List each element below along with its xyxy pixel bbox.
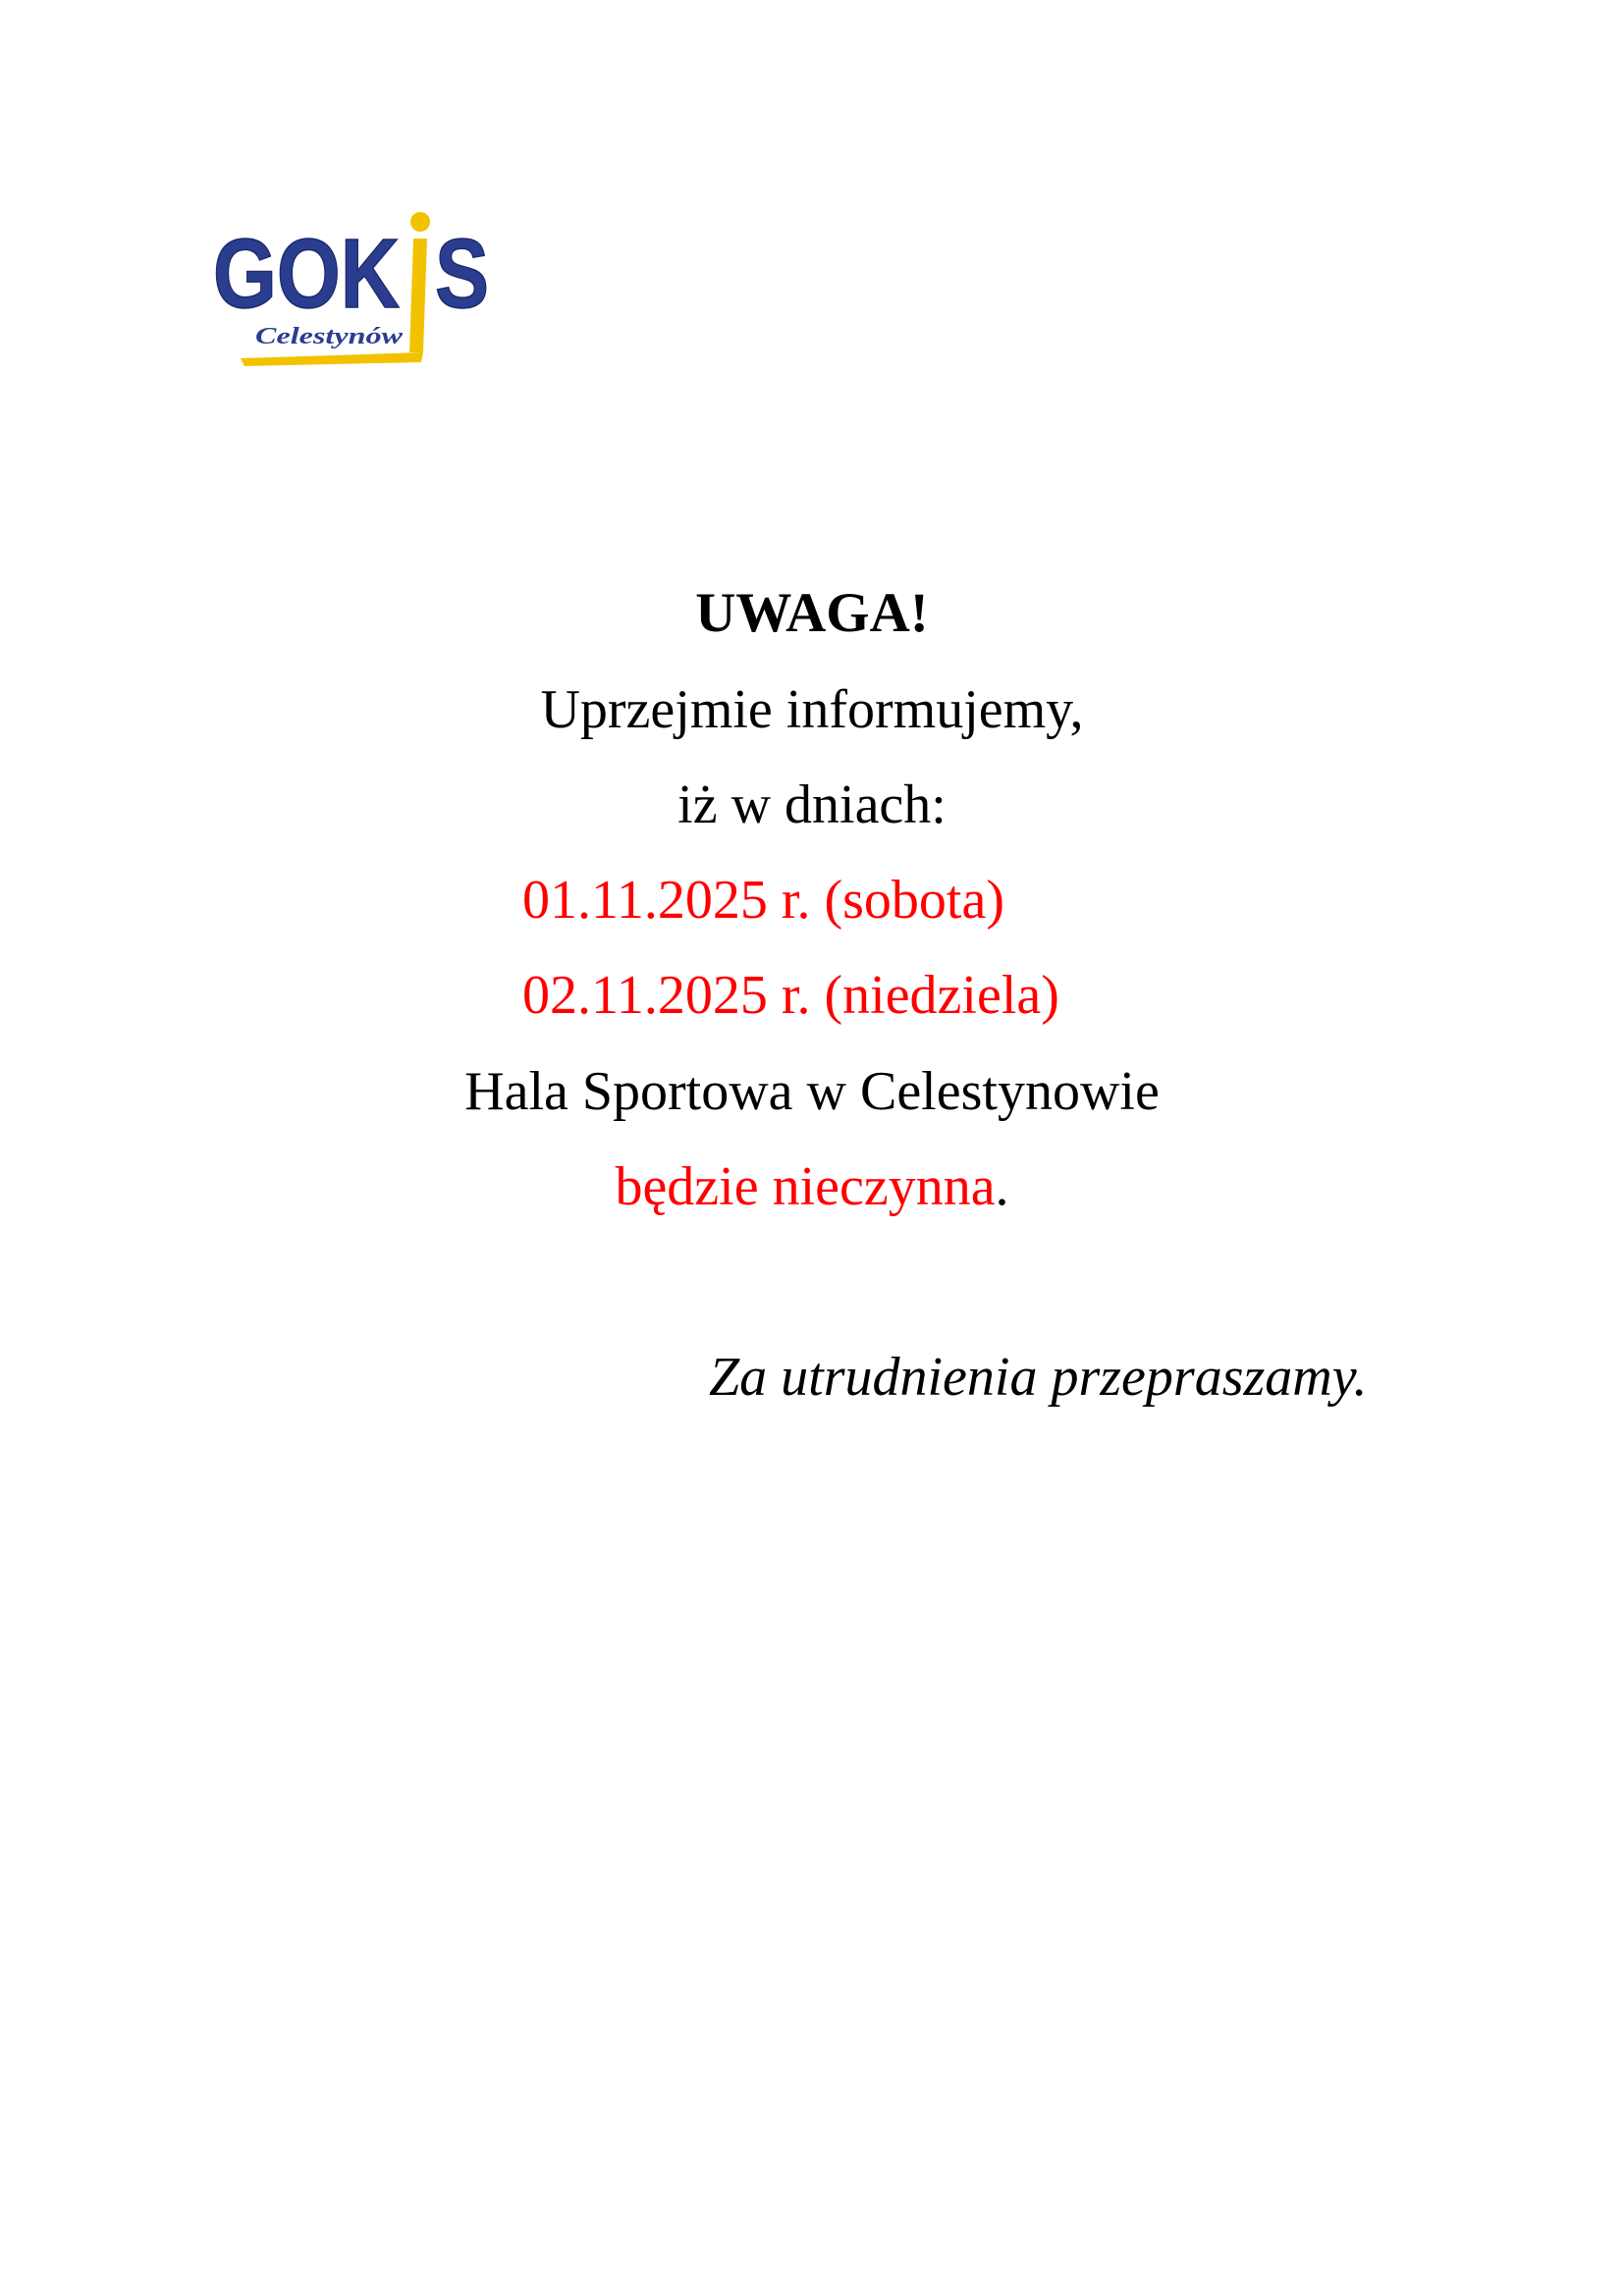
logo-subtitle: Celestynów — [255, 324, 405, 349]
apology-text: Za utrudnienia przepraszamy. — [709, 1347, 1368, 1408]
gokis-logo — [211, 211, 491, 368]
closure-date-1: 01.11.2025 r. (sobota) — [522, 870, 1004, 931]
closed-status-line — [0, 1154, 1624, 1219]
closure-date-2: 02.11.2025 r. (niedziela) — [522, 965, 1059, 1026]
gokis-logo-graphic — [211, 211, 491, 368]
notice-intro-line: Uprzejmie informujemy, — [540, 679, 1084, 740]
notice-heading: UWAGA! — [695, 582, 929, 644]
logo-text-gok: GOK — [213, 219, 400, 329]
logo-dot-icon — [410, 212, 430, 232]
logo-text-s: S — [435, 219, 489, 329]
closed-status-period: . — [995, 1156, 1009, 1217]
facility-name: Hala Sportowa w Celestynowie — [464, 1061, 1160, 1122]
closed-status-text: będzie nieczynna — [615, 1156, 996, 1217]
logo-i-stroke — [409, 239, 427, 352]
notice-dates-intro: iż w dniach: — [677, 774, 947, 835]
logo-underline-bar — [241, 352, 423, 366]
